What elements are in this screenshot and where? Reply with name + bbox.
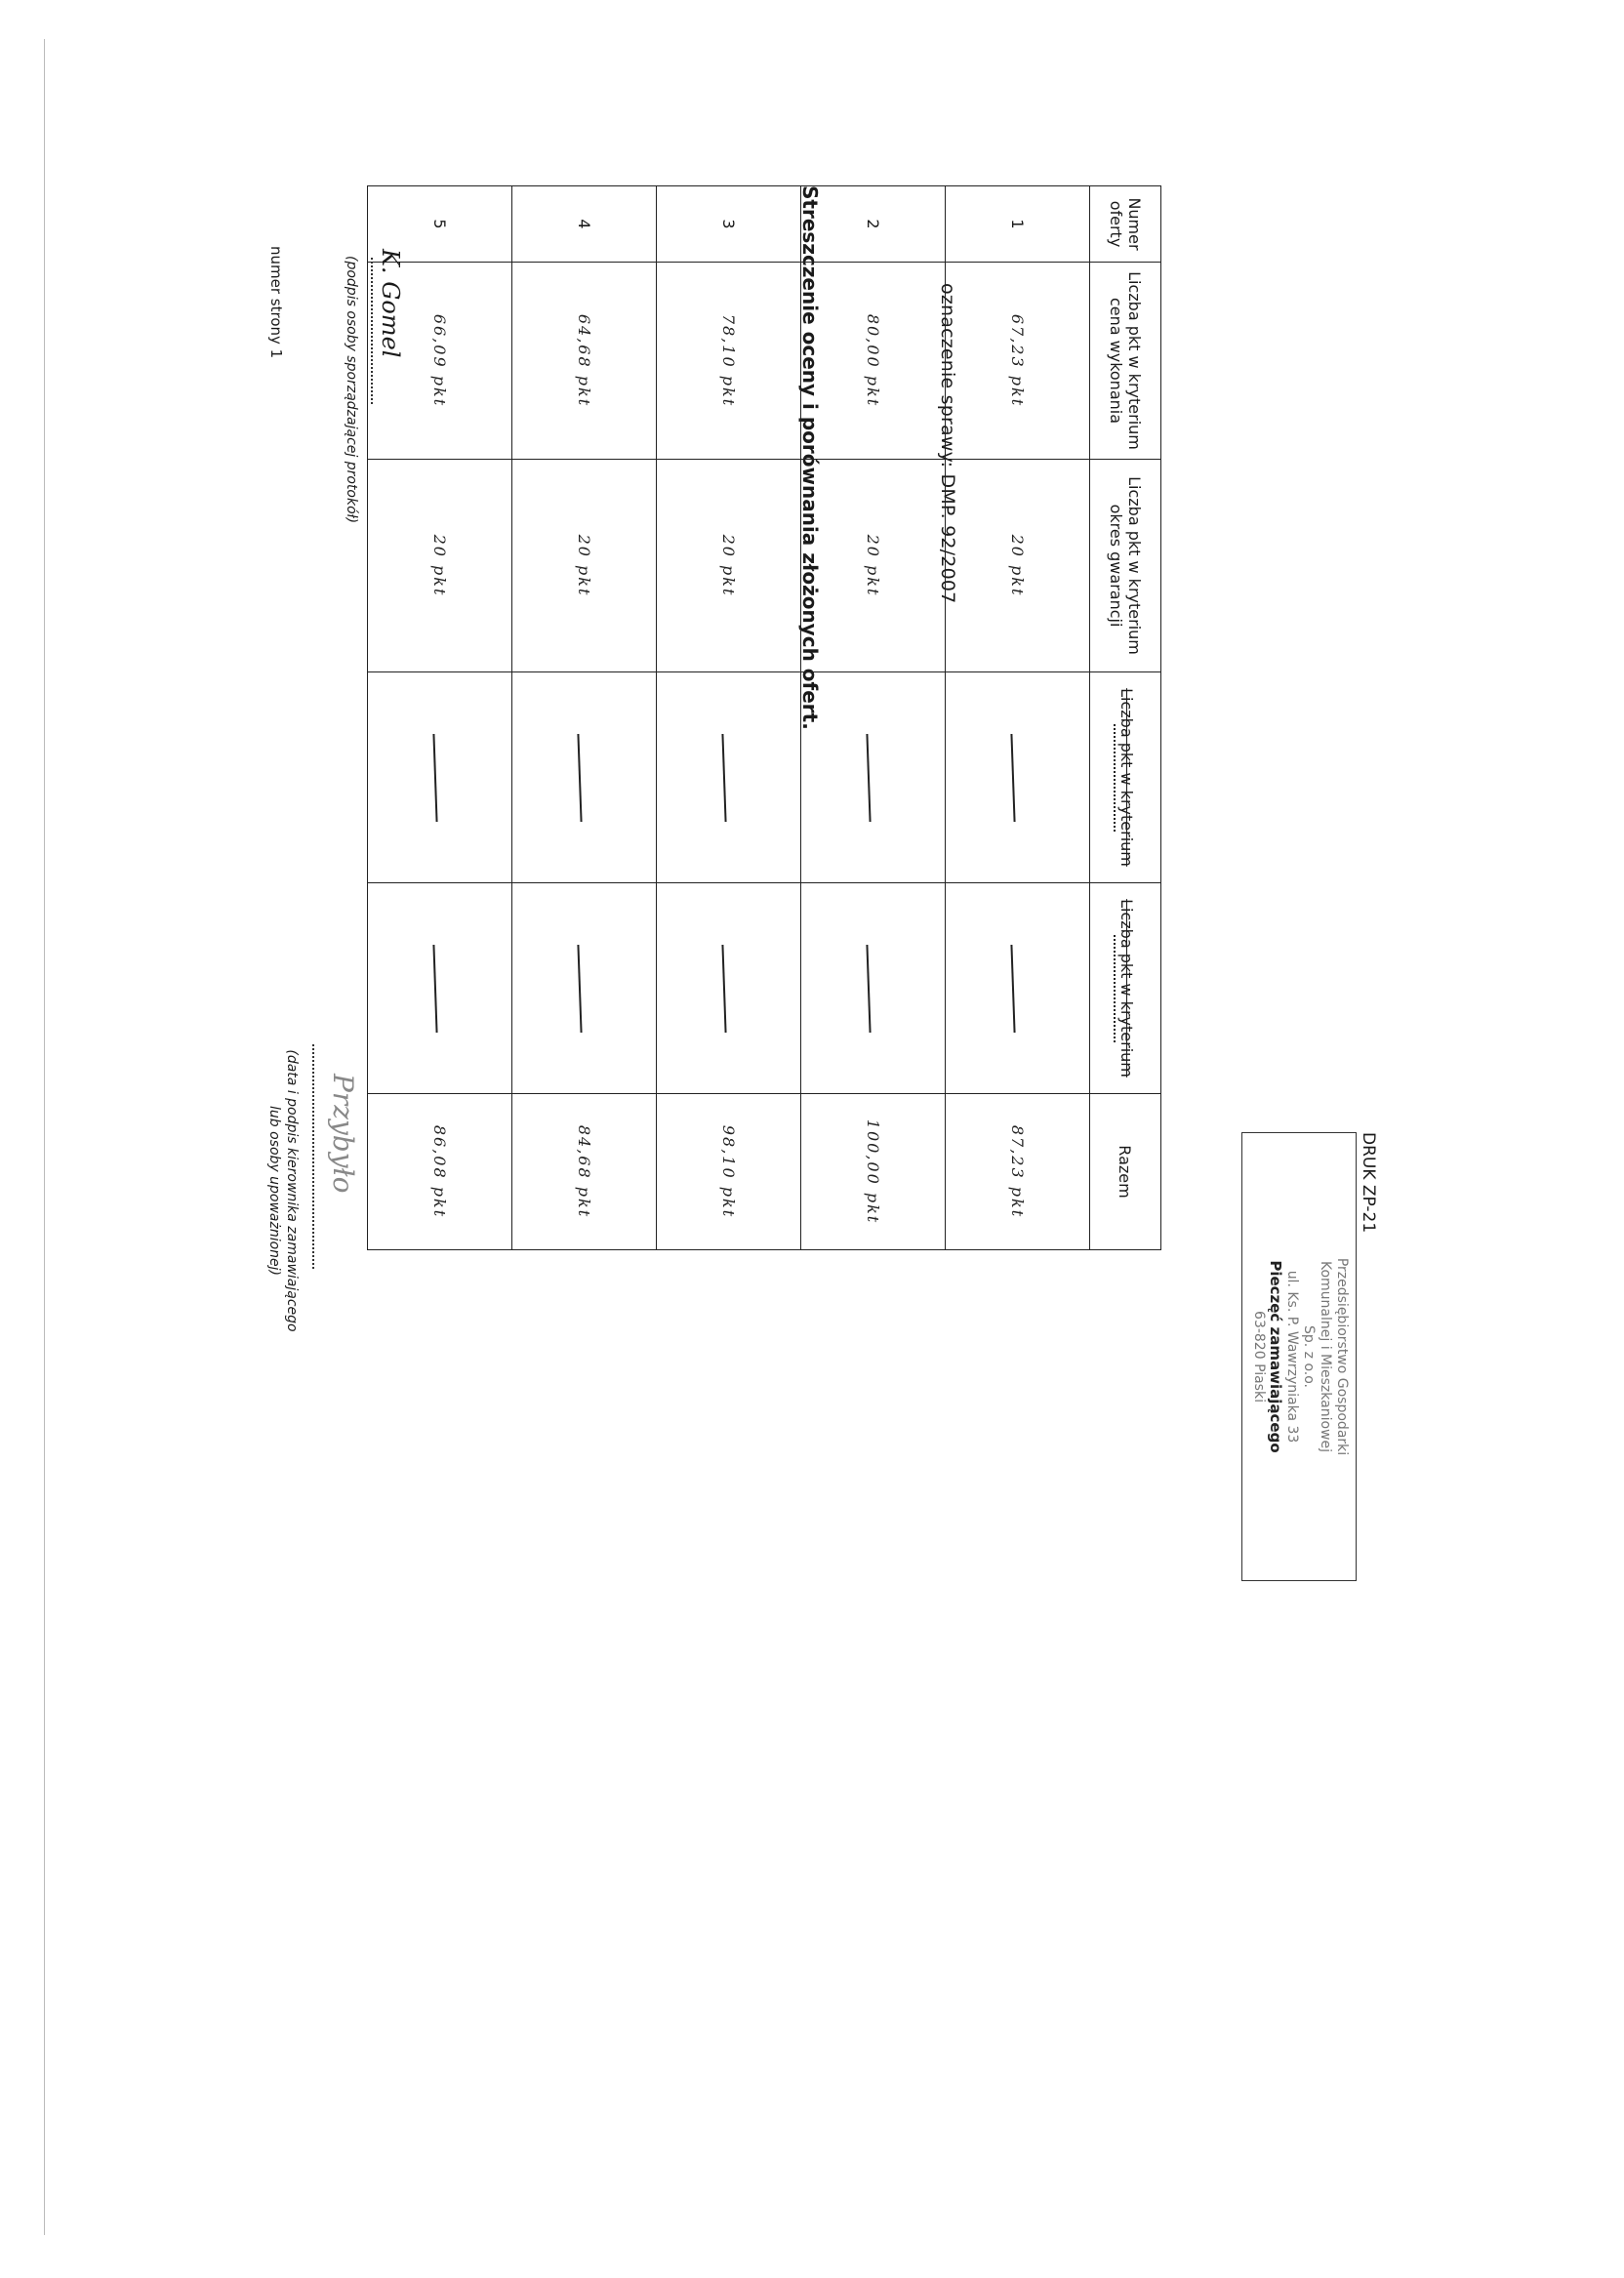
price-points: 66,09 pkt	[368, 263, 512, 460]
criterion-4-points	[801, 883, 946, 1094]
dash-mark	[1010, 944, 1015, 1032]
dash-mark	[866, 944, 871, 1032]
form-code: DRUK ZP-21	[1359, 1132, 1378, 1234]
manager-signature: Przybyło	[327, 1074, 359, 1194]
criterion-3-points	[512, 672, 657, 883]
warranty-points: 20 pkt	[512, 460, 657, 672]
offer-number: 1	[946, 186, 1090, 263]
header-warranty-points: Liczba pkt w kryterium okres gwarancji	[1090, 460, 1161, 672]
preparer-signature-caption: (podpis osoby sporządzającej protokół)	[344, 256, 359, 524]
dash-mark	[721, 944, 726, 1032]
dotted-line	[371, 258, 373, 404]
criterion-3-points	[368, 672, 512, 883]
total-points: 100,00 pkt	[801, 1094, 946, 1250]
offer-number: 4	[512, 186, 657, 263]
total-points: 98,10 pkt	[657, 1094, 801, 1250]
criterion-4-points	[368, 883, 512, 1094]
stamp-line: Przedsiębiorstwo Gospodarki	[1334, 1257, 1350, 1456]
header-offer-number: Numer oferty	[1090, 186, 1161, 263]
warranty-points: 20 pkt	[946, 460, 1090, 672]
header-criterion-3-label: Liczba pkt w kryterium	[1117, 688, 1137, 867]
caption-line: (data i podpis kierownika zamawiającego	[284, 1049, 300, 1332]
table-row	[657, 186, 801, 1250]
caption-line: lub osoby upoważnionej)	[266, 1105, 282, 1276]
stamp-label: Pieczęć zamawiającego	[1267, 1260, 1284, 1453]
dash-mark	[432, 733, 437, 821]
document-title: Streszczenie oceny i porównania złożonych ofert.	[798, 185, 822, 730]
total-points: 84,68 pkt	[512, 1094, 657, 1250]
criterion-4-points	[512, 883, 657, 1094]
dash-mark	[1010, 733, 1015, 821]
company-stamp	[1241, 1132, 1357, 1581]
stamp-line: ul. Ks. P. Wawrzyniaka 33	[1284, 1270, 1300, 1444]
total-points: 87,23 pkt	[946, 1094, 1090, 1250]
stamp-line: Komunalnej i Mieszkaniowej	[1318, 1260, 1333, 1452]
dotted-line	[1115, 935, 1116, 1042]
offer-number: 3	[657, 186, 801, 263]
dash-mark	[866, 733, 871, 821]
table-row	[946, 186, 1090, 1250]
header-criterion-4-label: Liczba pkt w kryterium	[1117, 899, 1137, 1078]
price-points: 64,68 pkt	[512, 263, 657, 460]
header-price-points: Liczba pkt w kryterium cena wykonania	[1090, 263, 1161, 460]
dash-mark	[577, 733, 582, 821]
criterion-4-points	[946, 883, 1090, 1094]
criterion-3-points	[657, 672, 801, 883]
criterion-4-points	[657, 883, 801, 1094]
preparer-signature: K. Gomel	[377, 249, 404, 358]
stamp-line: 63-820 Piaski	[1251, 1311, 1267, 1403]
price-points: 78,10 pkt	[657, 263, 801, 460]
price-points: 67,23 pkt	[946, 263, 1090, 460]
criterion-3-points	[801, 672, 946, 883]
offer-number: 5	[368, 186, 512, 263]
warranty-points: 20 pkt	[657, 460, 801, 672]
stamp-line: Sp. z o.o.	[1301, 1324, 1317, 1388]
scan-edge-line	[44, 39, 45, 2235]
table-header-row	[1090, 186, 1161, 1250]
header-criterion-4	[1090, 883, 1161, 1094]
warranty-points: 20 pkt	[368, 460, 512, 672]
dash-mark	[721, 733, 726, 821]
offer-number: 2	[801, 186, 946, 263]
table-row	[801, 186, 946, 1250]
page-number: numer strony 1	[267, 246, 285, 359]
dash-mark	[432, 944, 437, 1032]
dotted-line	[1115, 724, 1116, 832]
table-row	[512, 186, 657, 1250]
header-total: Razem	[1090, 1094, 1161, 1250]
dotted-line	[312, 1044, 314, 1269]
warranty-points: 20 pkt	[801, 460, 946, 672]
offers-table	[367, 185, 1161, 1250]
dash-mark	[577, 944, 582, 1032]
price-points: 80,00 pkt	[801, 263, 946, 460]
case-reference: oznaczenie sprawy: DMP. 92/2007	[937, 283, 958, 604]
criterion-3-points	[946, 672, 1090, 883]
total-points: 86,08 pkt	[368, 1094, 512, 1250]
header-criterion-3	[1090, 672, 1161, 883]
manager-signature-caption	[265, 1044, 301, 1337]
